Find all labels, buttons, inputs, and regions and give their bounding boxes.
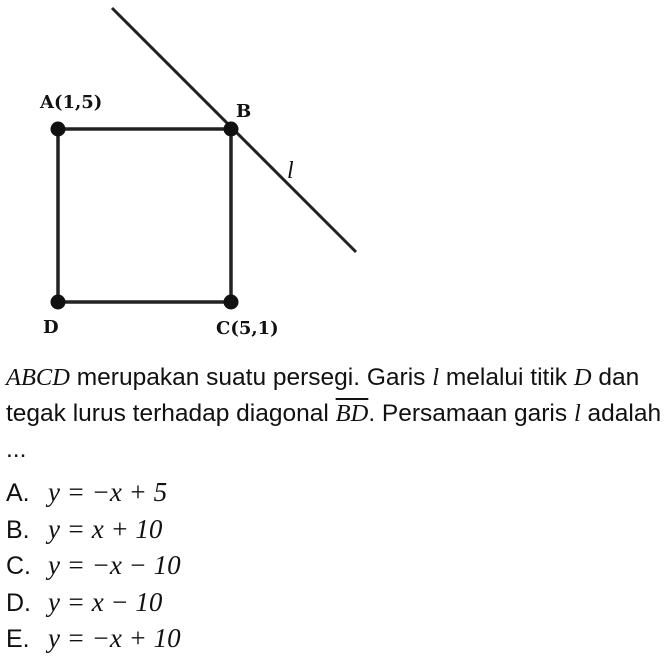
option-letter: E. — [6, 625, 30, 653]
option-c[interactable] — [6, 547, 646, 584]
option-e[interactable] — [6, 620, 646, 657]
point-c — [224, 295, 239, 310]
question-text — [6, 360, 666, 468]
math-symbol: l — [432, 364, 440, 391]
math-symbol: $\overline{BD}$ — [335, 400, 369, 427]
option-d[interactable] — [6, 584, 646, 621]
label-b: B — [236, 101, 252, 122]
option-equation: y = x + 10 — [48, 513, 163, 544]
question-text-segment: merupakan suatu persegi. Garis — [69, 364, 433, 391]
answer-options — [6, 474, 646, 657]
math-symbol: l — [573, 400, 581, 427]
option-equation: y = −x + 10 — [48, 623, 181, 653]
question-text-segment: adalah ... — [6, 400, 662, 463]
point-a — [51, 122, 66, 137]
option-letter: C. — [6, 552, 31, 580]
option-equation: y = −x + 5 — [48, 477, 168, 507]
option-a[interactable] — [6, 474, 646, 511]
option-letter: B. — [6, 515, 30, 544]
option-b[interactable] — [6, 511, 646, 548]
label-line: l — [287, 158, 294, 184]
square-abcd — [58, 129, 231, 302]
label-d: D — [43, 317, 59, 338]
math-symbol: D — [573, 364, 592, 391]
option-equation: y = x − 10 — [48, 586, 163, 617]
question-text-segment: . Persamaan garis — [368, 400, 574, 427]
option-equation: y = −x − 10 — [48, 550, 181, 580]
label-a: A(1,5) — [40, 92, 103, 113]
math-symbol: ABCD — [6, 364, 70, 391]
point-b — [224, 122, 239, 137]
option-letter: A. — [6, 479, 30, 507]
option-letter: D. — [6, 588, 31, 617]
question-text-segment: dan tegak lurus terhadap diagonal — [6, 364, 640, 427]
label-c: C(5,1) — [216, 318, 279, 339]
point-d — [51, 295, 66, 310]
question-text-segment: melalui titik — [439, 364, 574, 391]
